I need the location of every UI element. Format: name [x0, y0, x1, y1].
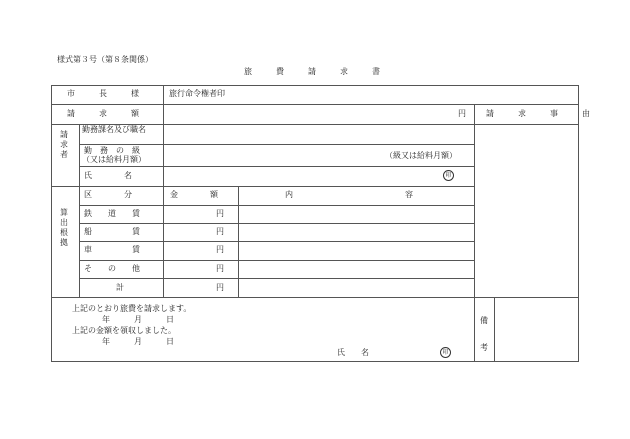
row-unit-vehicle: 円 — [216, 245, 224, 254]
claimant-seal-icon: 印 — [443, 170, 454, 181]
grade-note: （級又は給料月額） — [385, 151, 457, 160]
claimant-side-label: 請求者 — [60, 130, 68, 159]
row-unit-ship: 円 — [216, 227, 224, 236]
remarks-label: 備考 — [480, 316, 488, 352]
row-unit-other: 円 — [216, 264, 224, 273]
grade-label-line2: （又は給料月額） — [82, 155, 146, 164]
receiver-seal-icon: 印 — [440, 347, 451, 358]
dept-position-label: 勤務課名及び職名 — [82, 125, 146, 134]
claim-date: 年 月 日 — [102, 315, 174, 324]
basis-side-label: 算出根拠 — [60, 208, 68, 247]
col-amount-header: 金 額 — [170, 190, 218, 199]
row-label-total: 計 — [116, 283, 124, 292]
col-category-header: 区 分 — [84, 190, 132, 199]
receipt-statement: 上記の金額を領収しました。 — [72, 326, 176, 335]
row-label-ship: 船 賃 — [84, 227, 140, 236]
row-label-railway: 鉄 道 賃 — [84, 209, 140, 218]
claim-statement: 上記のとおり旅費を請求します。 — [72, 304, 192, 313]
col-content-header: 内 容 — [285, 190, 413, 199]
form-title: 旅 費 請 求 書 — [244, 67, 380, 76]
row-label-vehicle: 車 賃 — [84, 245, 140, 254]
claim-reason-label: 請 求 事 由 — [486, 109, 590, 118]
claim-amount-unit: 円 — [458, 109, 466, 118]
row-label-other: そ の 他 — [84, 264, 140, 273]
row-unit-total: 円 — [216, 283, 224, 292]
receiver-name-label: 氏 名 — [337, 348, 369, 357]
grade-label-line1: 勤 務 の 級 — [84, 146, 140, 155]
receipt-date: 年 月 日 — [102, 337, 174, 346]
row-unit-railway: 円 — [216, 209, 224, 218]
form-number: 様式第３号（第８条関係） — [57, 55, 153, 64]
mayor-label: 市 長 様 — [67, 89, 139, 98]
approver-seal-label: 旅行命令権者印 — [169, 89, 225, 98]
claimant-name-label: 氏 名 — [84, 171, 132, 180]
claim-amount-label: 請 求 額 — [67, 109, 139, 118]
